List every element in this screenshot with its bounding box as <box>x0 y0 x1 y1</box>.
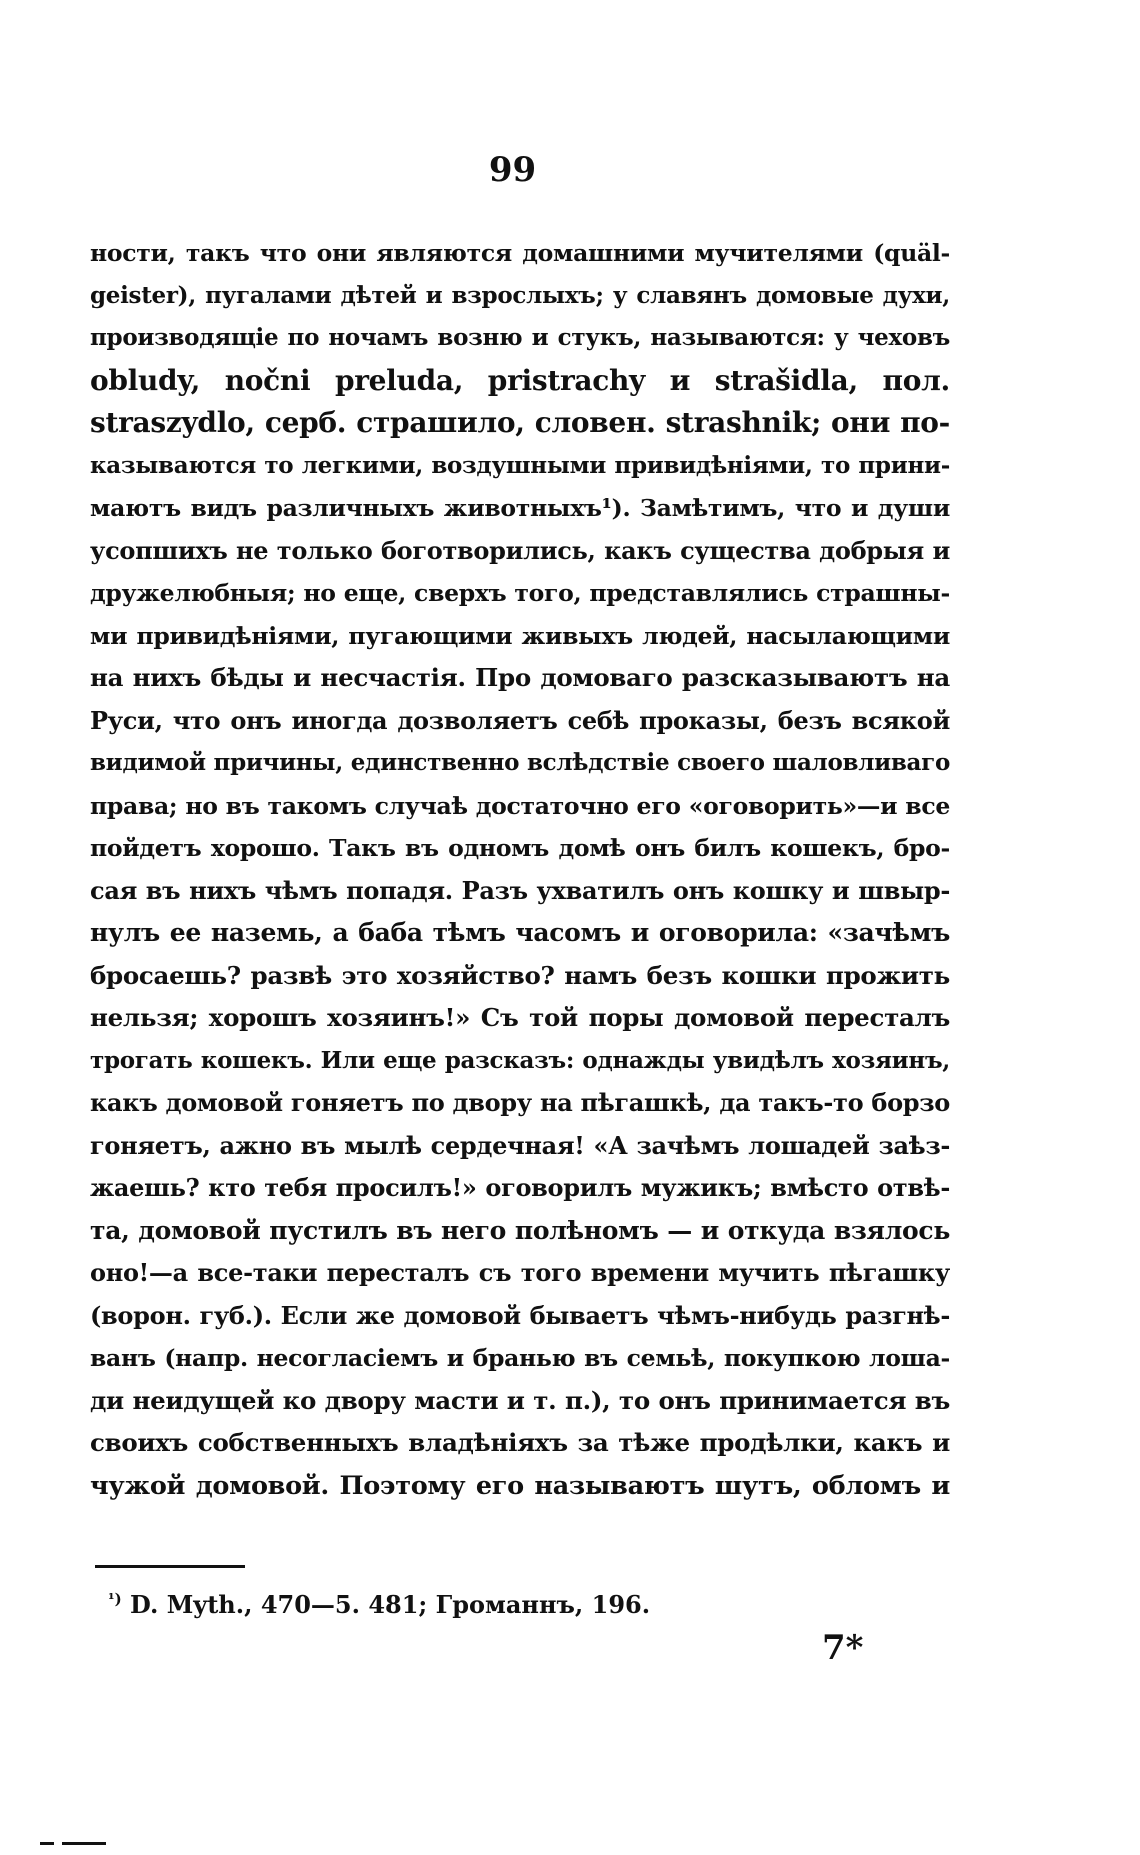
text-line: гоняетъ, ажно въ мылѣ сердечная! «А зачѣмъ лошадей заѣз- <box>90 1130 950 1160</box>
text-line: своихъ собственныхъ владѣніяхъ за тѣже продѣлки, какъ и <box>90 1428 950 1457</box>
text-line: obludy, nočni preluda, pristrachy и strašidla, пол. <box>90 363 950 397</box>
text-line: ванъ (напр. несогласіемъ и бранью въ семьѣ, покупкою лоша- <box>90 1344 950 1372</box>
text-line: нулъ ее наземь, а баба тѣмъ часомъ и оговорила: «зачѣмъ <box>90 918 950 947</box>
text-line: усопшихъ не только боготворились, какъ существа добрыя и <box>90 535 950 565</box>
text-line: оно!—а все-таки пересталъ съ того времени мучить пѣгашку <box>90 1258 950 1287</box>
text-line: geister), пугалами дѣтей и взрослыхъ; у славянъ домовые духи, <box>90 281 950 309</box>
body-text <box>90 232 950 1507</box>
text-line: дружелюбныя; но еще, сверхъ того, представлялись страшны- <box>90 579 950 607</box>
footnote-rule <box>95 1565 245 1568</box>
text-line: права; но въ такомъ случаѣ достаточно его «оговорить»—и все <box>90 791 950 820</box>
signature-mark: 7* <box>822 1628 864 1668</box>
text-line: бросаешь? развѣ это хозяйство? намъ безъ кошки прожить <box>90 960 950 990</box>
text-line: казываются то легкими, воздушными привидѣніями, то прини- <box>90 451 950 479</box>
text-line: нельзя; хорошъ хозяинъ!» Съ той поры домовой пересталъ <box>90 1003 950 1032</box>
text-line: Руси, что онъ иногда дозволяетъ себѣ проказы, безъ всякой <box>90 705 950 735</box>
text-line: straszydlo, серб. страшило, словен. strashnik; они по- <box>90 406 950 439</box>
text-line: на нихъ бѣды и несчастія. Про домоваго разсказываютъ на <box>90 663 950 692</box>
text-line: жаешь? кто тебя просилъ!» оговорилъ мужикъ; вмѣсто отвѣ- <box>90 1173 950 1202</box>
text-line: ми привидѣніями, пугающими живыхъ людей, насылающими <box>90 621 950 650</box>
footnote-text: D. Myth., 470—5. 481; Громаннъ, 196. <box>130 1590 651 1619</box>
text-line: ди неидущей ко двору масти и т. п.), то онъ принимается въ <box>90 1385 950 1415</box>
text-line: маютъ видъ различныхъ животныхъ¹). Замѣтимъ, что и души <box>90 494 950 522</box>
text-line: видимой причины, единственно вслѣдствіе своего шаловливаго <box>90 749 950 776</box>
text-line: (ворон. губ.). Если же домовой бываетъ чѣмъ-нибудь разгнѣ- <box>90 1300 950 1330</box>
text-line: какъ домовой гоняетъ по двору на пѣгашкѣ, да такъ-то борзо <box>90 1088 950 1117</box>
footnote-marker: ¹) <box>108 1590 122 1608</box>
text-line: сая въ нихъ чѣмъ попадя. Разъ ухватилъ онъ кошку и швыр- <box>90 875 950 905</box>
scan-edge-mark <box>0 1840 110 1846</box>
footnote <box>108 1590 650 1619</box>
text-line: чужой домовой. Поэтому его называютъ шутъ, обломъ и <box>90 1470 950 1501</box>
text-line: производящіе по ночамъ возню и стукъ, называются: у чеховъ <box>90 324 950 351</box>
text-line: та, домовой пустилъ въ него полѣномъ — и откуда взялось <box>90 1215 950 1245</box>
text-line: ности, такъ что они являются домашними мучителями (quäl- <box>90 239 950 267</box>
page-number: 99 <box>488 150 537 190</box>
text-line: трогать кошекъ. Или еще разсказъ: однажды увидѣлъ хозяинъ, <box>90 1046 950 1074</box>
text-line: пойдетъ хорошо. Такъ въ одномъ домѣ онъ билъ кошекъ, бро- <box>90 834 950 862</box>
